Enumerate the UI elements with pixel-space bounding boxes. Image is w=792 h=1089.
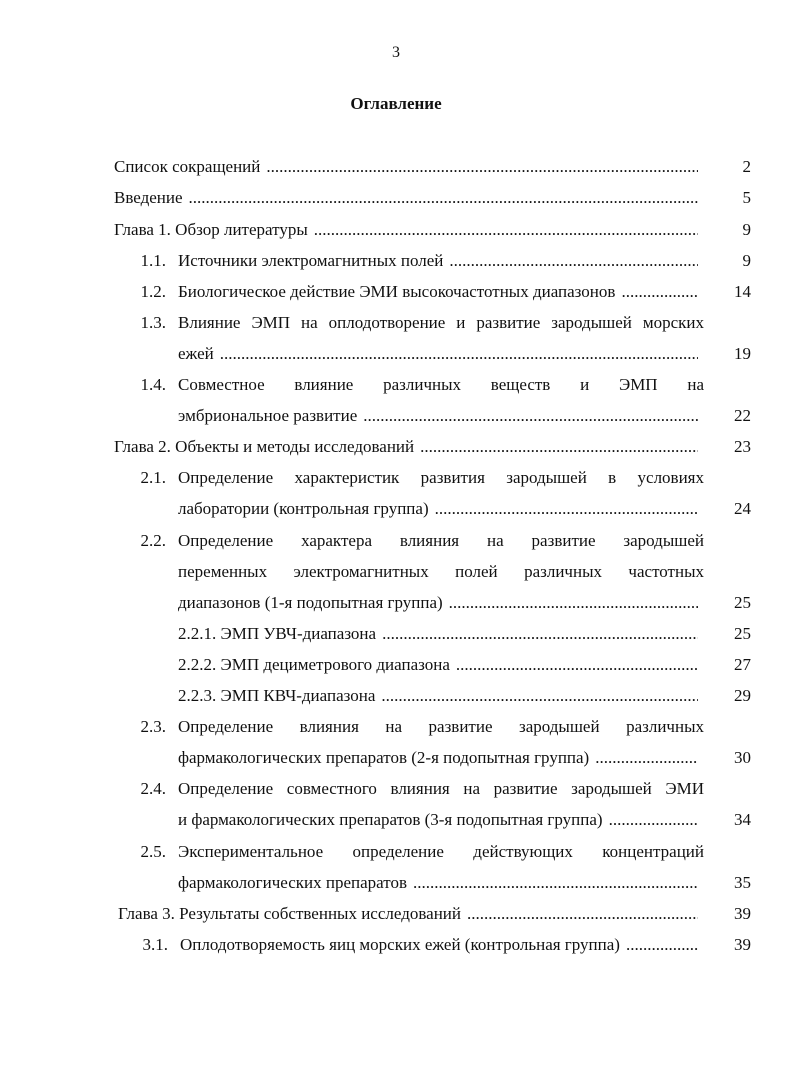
leader-dots xyxy=(449,251,698,271)
section-number: 1.1. xyxy=(140,251,166,270)
toc-entry-1-1[interactable] xyxy=(178,251,704,271)
leader-dots xyxy=(435,499,698,519)
leader-dots xyxy=(595,748,698,768)
leader-dots xyxy=(420,437,698,457)
toc-page-number: 39 xyxy=(734,935,751,954)
toc-entry-2-2-3[interactable] xyxy=(178,686,704,706)
toc-page-number: 34 xyxy=(734,810,751,829)
section-number: 3.1. xyxy=(142,935,168,954)
toc-entry-2-4-line1[interactable]: Определение совместного влияния на развитие зародышей ЭМИ xyxy=(178,779,704,798)
toc-entry-text: 2.2.1. ЭМП УВЧ-диапазона xyxy=(178,624,377,643)
toc-page-number: 29 xyxy=(734,686,751,705)
toc-page-number: 25 xyxy=(734,593,751,612)
leader-dots xyxy=(413,873,698,893)
toc-entry-chapter-1[interactable] xyxy=(114,220,704,240)
toc-page-number: 30 xyxy=(734,748,751,767)
toc-entry-text: фармакологических препаратов xyxy=(178,873,408,892)
toc-entry-text: эмбриональное развитие xyxy=(178,406,358,425)
leader-dots xyxy=(382,624,698,644)
toc-entry-text: Оплодотворяемость яиц морских ежей (контрольная группа) xyxy=(180,935,620,954)
toc-page-number: 23 xyxy=(734,437,751,456)
toc-entry-text: Глава 1. Обзор литературы xyxy=(114,220,308,239)
toc-page-number: 19 xyxy=(734,344,751,363)
leader-dots xyxy=(363,406,698,426)
toc-page-number: 25 xyxy=(734,624,751,643)
toc-page-number: 5 xyxy=(742,188,751,207)
toc-entry-1-3-line1[interactable]: Влияние ЭМП на оплодотворение и развитие зародышей морских xyxy=(178,313,704,332)
toc-entry-text: диапазонов (1-я подопытная группа) xyxy=(178,593,443,612)
toc-entry-2-2-1[interactable] xyxy=(178,624,704,644)
section-number: 2.1. xyxy=(140,468,166,487)
toc-entry-2-2-2[interactable] xyxy=(178,655,704,675)
toc-entry-1-4-line2[interactable] xyxy=(178,406,704,426)
toc-entry-2-2-line3[interactable] xyxy=(178,593,704,613)
toc-entry-text: Источники электромагнитных полей xyxy=(178,251,444,270)
leader-dots xyxy=(381,686,698,706)
toc-entry-1-3-line2[interactable] xyxy=(178,344,704,364)
toc-entry-2-2-line2[interactable]: переменных электромагнитных полей различных частотных xyxy=(178,562,704,581)
toc-page-number: 27 xyxy=(734,655,751,674)
section-number: 2.2. xyxy=(140,531,166,550)
leader-dots xyxy=(456,655,698,675)
section-number: 1.3. xyxy=(140,313,166,332)
toc-entry-text: Глава 3. Результаты собственных исследований xyxy=(118,904,461,923)
toc-page-number: 9 xyxy=(742,251,751,270)
leader-dots xyxy=(621,282,698,302)
toc-page-number: 24 xyxy=(734,499,751,518)
toc-title: Оглавление xyxy=(350,94,442,113)
toc-page-number: 35 xyxy=(734,873,751,892)
toc-entry-text: Биологическое действие ЭМИ высокочастотных диапазонов xyxy=(178,282,616,301)
toc-entry-2-4-line2[interactable] xyxy=(178,810,704,830)
leader-dots xyxy=(626,935,698,955)
toc-entry-2-3-line1[interactable]: Определение влияния на развитие зародышей различных xyxy=(178,717,704,736)
leader-dots xyxy=(467,904,698,924)
toc-entry-text: Глава 2. Объекты и методы исследований xyxy=(114,437,415,456)
toc-entry-text: 2.2.2. ЭМП дециметрового диапазона xyxy=(178,655,450,674)
toc-entry-2-1-line2[interactable] xyxy=(178,499,704,519)
toc-page-number: 39 xyxy=(734,904,751,923)
toc-entry-text: Список сокращений xyxy=(114,157,261,176)
toc-entry-abbreviations[interactable] xyxy=(114,157,704,177)
toc-entry-chapter-3[interactable] xyxy=(118,904,704,924)
leader-dots xyxy=(449,593,698,613)
toc-entry-3-1[interactable] xyxy=(180,935,704,955)
toc-entry-introduction[interactable] xyxy=(114,188,704,208)
toc-page-number: 22 xyxy=(734,406,751,425)
toc-entry-2-1-line1[interactable]: Определение характеристик развития зародышей в условиях xyxy=(178,468,704,487)
section-number: 2.3. xyxy=(140,717,166,736)
toc-entry-chapter-2[interactable] xyxy=(114,437,704,457)
section-number: 2.5. xyxy=(140,842,166,861)
toc-entry-text: Введение xyxy=(114,188,183,207)
toc-entry-1-2[interactable] xyxy=(178,282,704,302)
toc-entry-2-3-line2[interactable] xyxy=(178,748,704,768)
leader-dots xyxy=(266,157,698,177)
section-number: 2.4. xyxy=(140,779,166,798)
leader-dots xyxy=(314,220,698,240)
section-number: 1.2. xyxy=(140,282,166,301)
leader-dots xyxy=(220,344,698,364)
toc-page-number: 2 xyxy=(742,157,751,176)
leader-dots xyxy=(189,188,698,208)
toc-entry-2-2-line1[interactable]: Определение характера влияния на развитие зародышей xyxy=(178,531,704,550)
toc-page-number: 9 xyxy=(742,220,751,239)
toc-entry-2-5-line2[interactable] xyxy=(178,873,704,893)
section-number: 1.4. xyxy=(140,375,166,394)
page-number: 3 xyxy=(392,44,400,61)
toc-entry-2-5-line1[interactable]: Экспериментальное определение действующих концентраций xyxy=(178,842,704,861)
toc-entry-text: и фармакологических препаратов (3-я подопытная группа) xyxy=(178,810,603,829)
toc-page-number: 14 xyxy=(734,282,751,301)
toc-entry-text: 2.2.3. ЭМП КВЧ-диапазона xyxy=(178,686,376,705)
leader-dots xyxy=(609,810,698,830)
toc-entry-text: ежей xyxy=(178,344,214,363)
toc-entry-1-4-line1[interactable]: Совместное влияние различных веществ и ЭМП на xyxy=(178,375,704,394)
toc-entry-text: лаборатории (контрольная группа) xyxy=(178,499,429,518)
toc-entry-text: фармакологических препаратов (2-я подопытная группа) xyxy=(178,748,590,767)
